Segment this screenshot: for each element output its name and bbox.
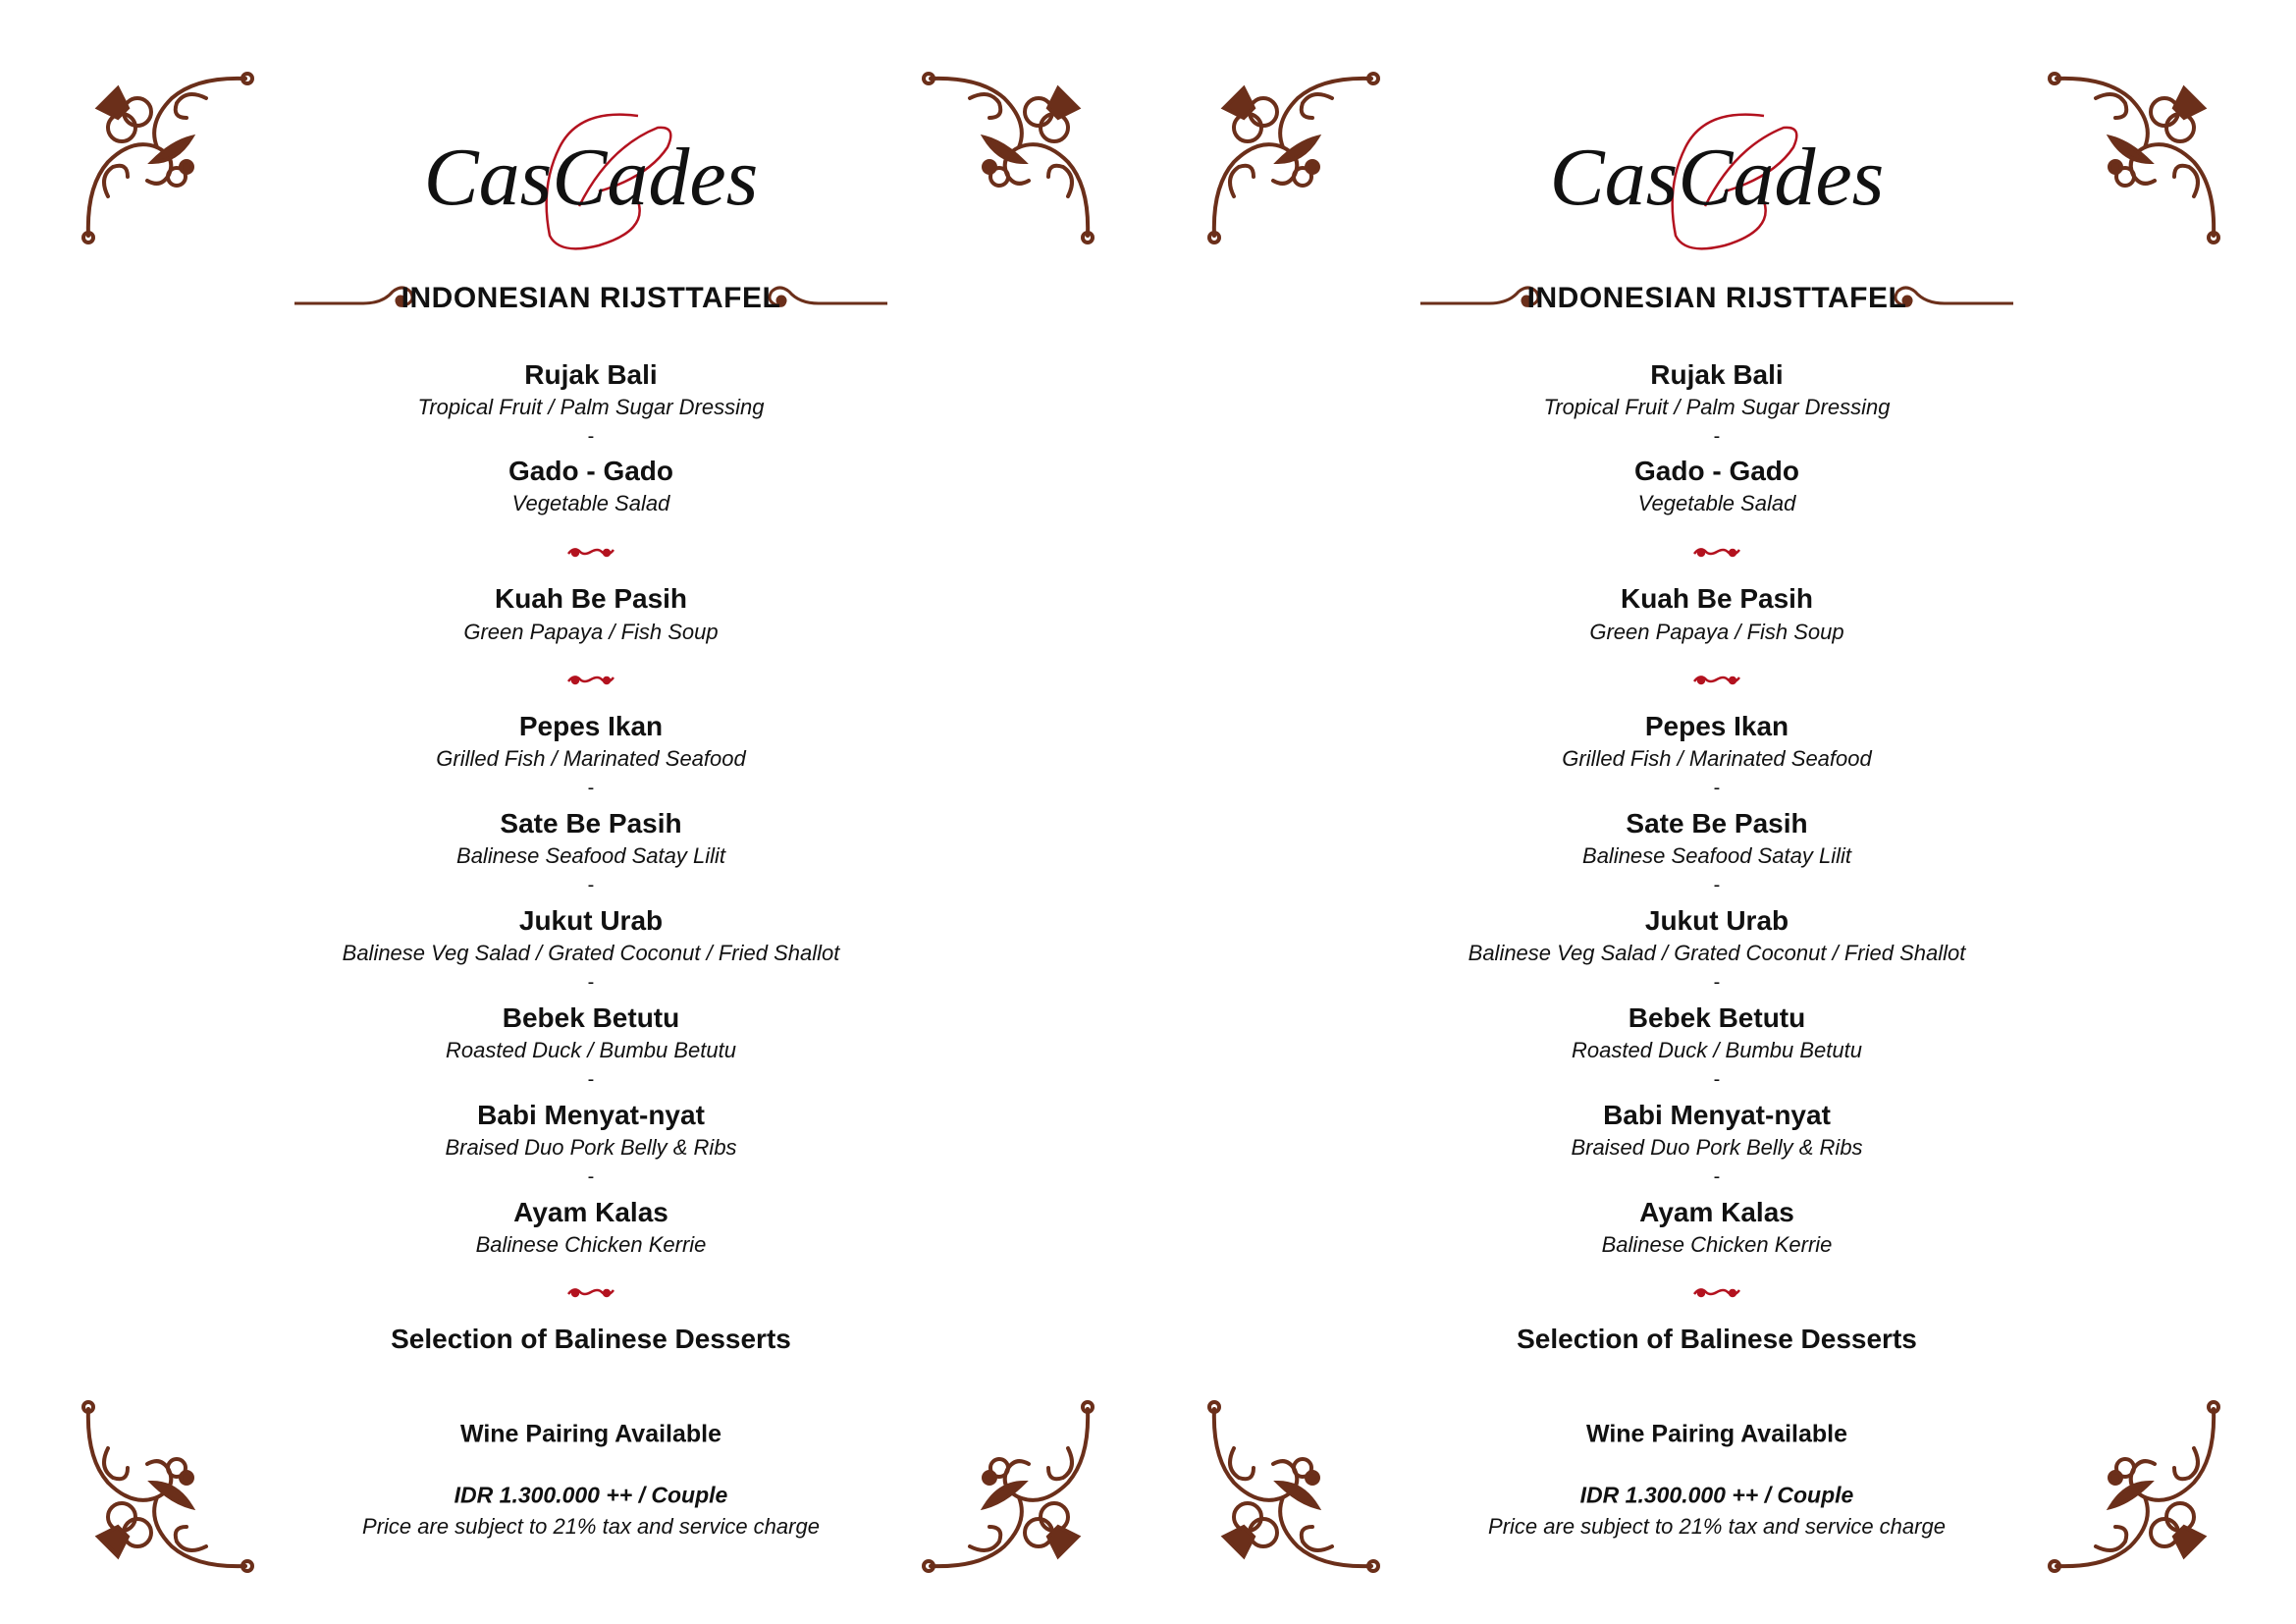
course-separator: - bbox=[587, 777, 595, 799]
course-name: Jukut Urab bbox=[518, 905, 664, 936]
course-separator: - bbox=[1713, 874, 1721, 896]
tax-note: Price are subject to 21% tax and service charge bbox=[362, 1514, 820, 1539]
course-description: Green Papaya / Fish Soup bbox=[463, 620, 719, 644]
course-name: Gado - Gado bbox=[508, 456, 673, 486]
course-separator: - bbox=[587, 874, 595, 896]
course-name: Rujak Bali bbox=[1650, 359, 1784, 390]
course-separator: - bbox=[1713, 971, 1721, 994]
logo-text: CasCades bbox=[423, 132, 759, 223]
wine-pairing-note: Wine Pairing Available bbox=[459, 1420, 722, 1448]
menu-title: INDONESIAN RIJSTTAFEL bbox=[400, 282, 781, 314]
price: IDR 1.300.000 ++ / Couple bbox=[454, 1482, 728, 1508]
course-name: Jukut Urab bbox=[1644, 905, 1789, 936]
course-description: Tropical Fruit / Palm Sugar Dressing bbox=[1543, 395, 1891, 419]
course-description: Braised Duo Pork Belly & Ribs bbox=[445, 1135, 737, 1160]
divider-ornament-icon bbox=[1692, 1284, 1741, 1300]
course-separator: - bbox=[1713, 1165, 1721, 1188]
course-name: Sate Be Pasih bbox=[1626, 808, 1808, 839]
course-name: Gado - Gado bbox=[1634, 456, 1799, 486]
dessert-course: Selection of Balinese Desserts bbox=[391, 1324, 791, 1354]
course-name: Babi Menyat-nyat bbox=[1603, 1100, 1831, 1130]
course-description: Green Papaya / Fish Soup bbox=[1589, 620, 1844, 644]
course-description: Grilled Fish / Marinated Seafood bbox=[436, 746, 746, 771]
course-separator: - bbox=[1713, 777, 1721, 799]
course-description: Balinese Seafood Satay Lilit bbox=[1582, 843, 1851, 868]
course-separator: - bbox=[1713, 1068, 1721, 1091]
menu-title: INDONESIAN RIJSTTAFEL bbox=[1526, 282, 1907, 314]
divider-ornament-icon bbox=[566, 1284, 615, 1300]
menu-panel-left bbox=[0, 0, 1126, 1624]
course-description: Roasted Duck / Bumbu Betutu bbox=[446, 1038, 736, 1062]
dessert-course: Selection of Balinese Desserts bbox=[1517, 1324, 1917, 1354]
course-description: Tropical Fruit / Palm Sugar Dressing bbox=[417, 395, 765, 419]
course-description: Braised Duo Pork Belly & Ribs bbox=[1571, 1135, 1863, 1160]
course-name: Pepes Ikan bbox=[1644, 711, 1789, 741]
course-separator: - bbox=[587, 425, 595, 448]
logo bbox=[0, 108, 1182, 255]
course-description: Balinese Chicken Kerrie bbox=[475, 1232, 707, 1257]
divider-ornament-icon bbox=[1692, 672, 1741, 687]
course-name: Babi Menyat-nyat bbox=[477, 1100, 705, 1130]
course-description: Balinese Veg Salad / Grated Coconut / Fried Shallot bbox=[1468, 941, 1966, 965]
logo bbox=[1126, 108, 2296, 255]
course-name: Ayam Kalas bbox=[513, 1197, 668, 1227]
course-separator: - bbox=[587, 971, 595, 994]
course-name: Rujak Bali bbox=[524, 359, 658, 390]
wine-pairing-note: Wine Pairing Available bbox=[1585, 1420, 1848, 1448]
course-name: Bebek Betutu bbox=[1628, 1002, 1806, 1033]
course-separator: - bbox=[1713, 425, 1721, 448]
divider-ornament-icon bbox=[566, 672, 615, 687]
course-description: Balinese Seafood Satay Lilit bbox=[456, 843, 725, 868]
course-name: Pepes Ikan bbox=[518, 711, 664, 741]
tax-note: Price are subject to 21% tax and service charge bbox=[1488, 1514, 1946, 1539]
course-description: Balinese Veg Salad / Grated Coconut / Fried Shallot bbox=[342, 941, 840, 965]
menu-panel-right bbox=[1126, 0, 2252, 1624]
course-name: Kuah Be Pasih bbox=[494, 583, 688, 614]
course-separator: - bbox=[587, 1068, 595, 1091]
course-description: Balinese Chicken Kerrie bbox=[1601, 1232, 1833, 1257]
course-name: Sate Be Pasih bbox=[500, 808, 682, 839]
course-name: Bebek Betutu bbox=[502, 1002, 680, 1033]
divider-ornament-icon bbox=[566, 544, 615, 560]
course-separator: - bbox=[587, 1165, 595, 1188]
course-description: Grilled Fish / Marinated Seafood bbox=[1562, 746, 1872, 771]
course-description: Vegetable Salad bbox=[511, 491, 670, 515]
course-name: Kuah Be Pasih bbox=[1620, 583, 1814, 614]
course-name: Ayam Kalas bbox=[1639, 1197, 1794, 1227]
course-description: Vegetable Salad bbox=[1637, 491, 1796, 515]
price: IDR 1.300.000 ++ / Couple bbox=[1579, 1482, 1854, 1508]
course-description: Roasted Duck / Bumbu Betutu bbox=[1572, 1038, 1862, 1062]
logo-text: CasCades bbox=[1549, 132, 1885, 223]
divider-ornament-icon bbox=[1692, 544, 1741, 560]
